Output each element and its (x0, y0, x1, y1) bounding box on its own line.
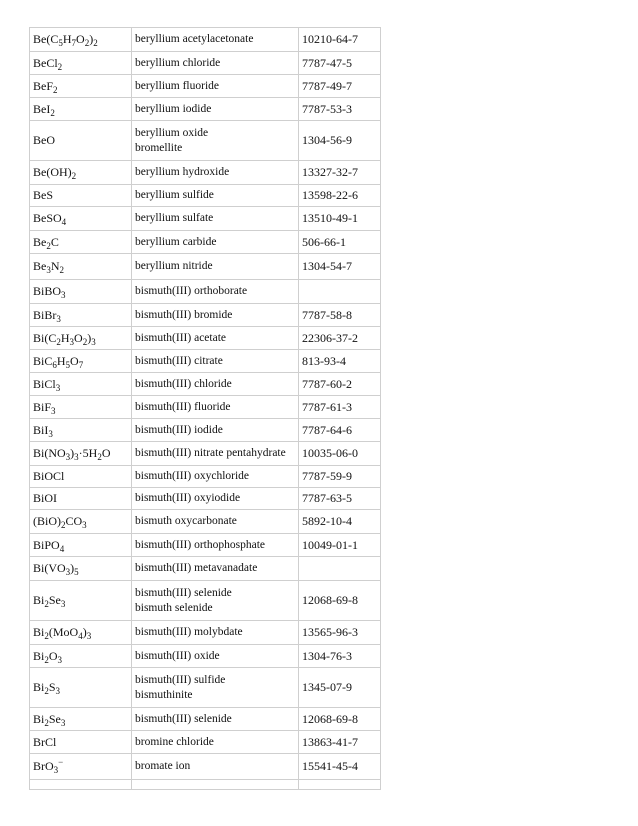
formula-cell (30, 350, 132, 373)
formula-subscript: 3 (82, 520, 87, 530)
formula-cell (30, 645, 132, 668)
formula-text: BiBO (33, 284, 62, 298)
formula-cell (30, 207, 132, 231)
formula-cell (30, 121, 132, 161)
formula-text: BiF (33, 399, 52, 414)
name-cell (132, 708, 299, 731)
formula-text: C (50, 234, 59, 249)
table-row (30, 442, 381, 466)
formula-subscript: 3 (60, 717, 66, 728)
cas-number-cell (299, 780, 381, 790)
formula-text: BiOCl (33, 469, 65, 483)
formula-text: ) (89, 32, 94, 46)
formula-text: H (62, 32, 72, 46)
formula-subscript: 3 (48, 428, 53, 439)
formula-text: O (101, 446, 111, 460)
cas-number-cell: 13327-32-7 (299, 161, 381, 185)
table-row (30, 52, 381, 75)
name-cell (132, 466, 299, 488)
formula-text: ) (70, 561, 75, 575)
formula-text: BeCl (33, 55, 58, 70)
name-cell (132, 327, 299, 350)
table-row (30, 350, 381, 373)
table-row (30, 28, 381, 52)
formula-cell (30, 731, 132, 754)
formula-subscript: 2 (97, 452, 102, 462)
name-cell (132, 780, 299, 790)
cas-number-cell: 7787-58-8 (299, 304, 381, 327)
chemical-compounds-table (29, 27, 381, 790)
compound-name: beryllium sulfide (135, 189, 214, 201)
compound-name: bromate ion (135, 760, 191, 772)
cas-number-cell: 1345-07-9 (299, 668, 381, 708)
cas-number-cell (299, 280, 381, 304)
formula-cell (30, 373, 132, 396)
compound-name: bismuth oxycarbonate (135, 515, 237, 527)
formula-text: Bi (33, 593, 45, 607)
formula-cell (30, 98, 132, 121)
cas-number-cell: 13598-22-6 (299, 185, 381, 207)
formula-subscript: 5 (74, 567, 79, 577)
formula-subscript: 3 (55, 686, 61, 696)
cas-number-cell: 7787-61-3 (299, 396, 381, 419)
compound-name: bismuth(III) acetate (135, 331, 226, 344)
cas-number-cell: 10035-06-0 (299, 442, 381, 466)
formula-subscript: 2 (57, 61, 63, 72)
table-row (30, 304, 381, 327)
name-cell (132, 754, 299, 780)
cas-number-cell: 5892-10-4 (299, 510, 381, 534)
compound-name: bismuth(III) oxyiodide (135, 492, 241, 504)
formula-subscript: 3 (46, 265, 51, 275)
formula-text: (BiO) (33, 514, 61, 528)
name-cell (132, 557, 299, 581)
formula-cell (30, 442, 132, 466)
formula-text: Bi(C (33, 330, 57, 345)
name-cell (132, 207, 299, 231)
name-cell (132, 373, 299, 396)
table-row (30, 510, 381, 534)
formula-text: O (74, 330, 83, 345)
cas-number-cell: 22306-37-2 (299, 327, 381, 350)
formula-text: Bi(NO (33, 446, 66, 460)
formula-text: ) (70, 446, 75, 460)
name-cell (132, 231, 299, 254)
formula-cell (30, 466, 132, 488)
cas-number-cell (299, 557, 381, 581)
formula-text: BiCl (33, 376, 56, 391)
formula-cell (30, 419, 132, 442)
formula-cell (30, 28, 132, 52)
cas-number-cell: 7787-60-2 (299, 373, 381, 396)
formula-cell (30, 75, 132, 98)
formula-cell (30, 488, 132, 510)
formula-text: BiOI (33, 491, 57, 505)
formula-subscript: 3 (55, 382, 61, 393)
formula-text: ·5H (78, 446, 98, 460)
table-row (30, 621, 381, 645)
compound-name: beryllium hydroxide (135, 166, 230, 178)
formula-subscript: 2 (44, 686, 49, 696)
formula-text: Be(C (33, 32, 59, 46)
formula-subscript: 2 (71, 171, 77, 181)
formula-text: BeS (33, 188, 54, 202)
formula-subscript: 2 (44, 717, 49, 728)
table-row (30, 708, 381, 731)
formula-text: (MoO (48, 625, 79, 639)
compound-name: bromellite (135, 141, 183, 154)
compound-name: bismuth(III) sulfide (135, 673, 226, 686)
formula-subscript: 4 (59, 543, 65, 554)
compound-name: beryllium chloride (135, 56, 221, 69)
cas-number-cell: 10049-01-1 (299, 534, 381, 557)
formula-supscript: − (58, 757, 64, 767)
formula-text: Be (33, 259, 47, 273)
formula-subscript: 3 (56, 313, 61, 324)
table-row (30, 98, 381, 121)
formula-subscript: 3 (69, 336, 75, 347)
compound-name: bismuth selenide (135, 601, 213, 614)
table-row (30, 75, 381, 98)
formula-subscript: 5 (58, 38, 63, 48)
table-row (30, 161, 381, 185)
table-row (30, 581, 381, 621)
cas-number-cell: 813-93-4 (299, 350, 381, 373)
formula-text: S (48, 680, 56, 694)
cas-number-cell: 1304-54-7 (299, 254, 381, 280)
name-cell (132, 161, 299, 185)
name-cell (132, 75, 299, 98)
cas-number-cell: 7787-59-9 (299, 466, 381, 488)
formula-subscript: 4 (78, 631, 83, 641)
formula-text: Bi(VO (33, 561, 66, 575)
table-row (30, 668, 381, 708)
cas-number-cell: 1304-56-9 (299, 121, 381, 161)
formula-text: BeI (33, 101, 51, 116)
formula-cell (30, 327, 132, 350)
name-cell (132, 52, 299, 75)
formula-text: Be (33, 234, 47, 249)
name-cell (132, 28, 299, 52)
formula-text: O (76, 32, 85, 46)
formula-cell (30, 581, 132, 621)
table-row (30, 231, 381, 254)
table-row (30, 645, 381, 668)
formula-text: Bi (33, 625, 45, 639)
compound-name: beryllium iodide (135, 102, 212, 115)
formula-subscript: 3 (53, 765, 59, 775)
table-row (30, 754, 381, 780)
formula-subscript: 7 (78, 359, 84, 370)
compound-name: beryllium acetylacetonate (135, 33, 254, 45)
formula-subscript: 3 (74, 452, 79, 462)
name-cell (132, 621, 299, 645)
formula-text: H (60, 330, 70, 345)
formula-subscript: 3 (57, 654, 63, 665)
formula-subscript: 3 (61, 290, 66, 300)
cas-number-cell: 7787-53-3 (299, 98, 381, 121)
formula-text: ) (87, 330, 92, 345)
cas-number-cell: 13510-49-1 (299, 207, 381, 231)
formula-subscript: 2 (56, 336, 61, 347)
compound-name: bismuth(III) molybdate (135, 626, 243, 638)
compound-name: beryllium fluoride (135, 79, 219, 92)
formula-cell (30, 510, 132, 534)
formula-text: Be(OH) (33, 165, 72, 179)
compound-name: bismuth(III) selenide (135, 586, 232, 599)
formula-subscript: 2 (53, 84, 58, 95)
cas-number-cell: 7787-63-5 (299, 488, 381, 510)
formula-text: Bi (33, 648, 45, 663)
cas-number-cell: 7787-64-6 (299, 419, 381, 442)
name-cell (132, 488, 299, 510)
formula-cell (30, 161, 132, 185)
table-row (30, 121, 381, 161)
name-cell (132, 121, 299, 161)
formula-subscript: 2 (44, 631, 49, 641)
compound-name: bismuthinite (135, 688, 193, 701)
name-cell (132, 98, 299, 121)
cas-number-cell: 15541-45-4 (299, 754, 381, 780)
formula-text: H (56, 353, 66, 368)
formula-text: Se (48, 593, 61, 607)
formula-subscript: 3 (65, 567, 71, 577)
table-row (30, 534, 381, 557)
table-row (30, 327, 381, 350)
name-cell (132, 304, 299, 327)
name-cell (132, 668, 299, 708)
name-cell (132, 534, 299, 557)
formula-cell (30, 304, 132, 327)
formula-subscript: 4 (61, 217, 67, 227)
formula-text: CO (65, 514, 83, 528)
name-cell (132, 419, 299, 442)
name-cell (132, 254, 299, 280)
formula-subscript: 2 (82, 336, 88, 347)
formula-subscript: 3 (51, 405, 56, 416)
formula-subscript: 2 (59, 265, 65, 275)
table-row (30, 780, 381, 790)
formula-text: ) (82, 625, 87, 639)
formula-text: O (48, 648, 58, 663)
formula-cell (30, 557, 132, 581)
name-cell (132, 645, 299, 668)
formula-text: Bi (33, 680, 45, 694)
formula-text: BeSO (33, 211, 62, 225)
cas-number-cell: 13863-41-7 (299, 731, 381, 754)
formula-cell (30, 52, 132, 75)
compound-name: bismuth(III) oxychloride (135, 470, 250, 482)
formula-subscript: 5 (65, 359, 71, 370)
formula-subscript: 3 (86, 631, 92, 641)
formula-cell (30, 396, 132, 419)
compound-name: bismuth(III) citrate (135, 354, 223, 367)
formula-subscript: 2 (44, 654, 49, 665)
name-cell (132, 731, 299, 754)
formula-subscript: 2 (84, 38, 90, 48)
compound-name: bismuth(III) nitrate pentahydrate (135, 447, 286, 459)
cas-number-cell: 12068-69-8 (299, 581, 381, 621)
table-row (30, 373, 381, 396)
formula-text: BiPO (33, 537, 60, 552)
table-body (30, 28, 381, 790)
table-row (30, 419, 381, 442)
formula-subscript: 2 (93, 38, 98, 48)
formula-cell (30, 668, 132, 708)
table-row (30, 280, 381, 304)
formula-cell (30, 621, 132, 645)
compound-name: bismuth(III) orthoborate (135, 285, 248, 297)
formula-subscript: 2 (46, 240, 51, 251)
cas-number-cell: 13565-96-3 (299, 621, 381, 645)
table-row (30, 207, 381, 231)
formula-text: O (70, 353, 79, 368)
compound-name: bismuth(III) chloride (135, 377, 232, 390)
compound-name: beryllium sulfate (135, 212, 214, 224)
formula-cell (30, 780, 132, 790)
formula-text: BrO (33, 759, 54, 773)
name-cell (132, 581, 299, 621)
formula-subscript: 2 (50, 107, 55, 118)
formula-text: Bi (33, 711, 45, 726)
formula-cell (30, 254, 132, 280)
table-row (30, 488, 381, 510)
formula-subscript: 3 (65, 452, 71, 462)
compound-name: bromine chloride (135, 735, 214, 748)
compound-name: beryllium carbide (135, 235, 217, 248)
formula-subscript: 7 (71, 38, 77, 48)
name-cell (132, 350, 299, 373)
cas-number-cell: 7787-47-5 (299, 52, 381, 75)
compound-name: bismuth(III) fluoride (135, 400, 231, 413)
formula-text: BrCl (33, 734, 57, 749)
formula-text: Se (48, 711, 61, 726)
cas-number-cell: 1304-76-3 (299, 645, 381, 668)
name-cell (132, 510, 299, 534)
formula-cell (30, 280, 132, 304)
formula-cell (30, 231, 132, 254)
name-cell (132, 396, 299, 419)
table-row (30, 466, 381, 488)
formula-subscript: 3 (60, 599, 66, 609)
table-row (30, 254, 381, 280)
formula-subscript: 2 (44, 599, 49, 609)
cas-number-cell: 506-66-1 (299, 231, 381, 254)
cas-number-cell: 10210-64-7 (299, 28, 381, 52)
formula-text: BiC (33, 353, 53, 368)
table-row (30, 185, 381, 207)
formula-text: BeO (33, 133, 55, 147)
formula-cell (30, 708, 132, 731)
formula-text: N (50, 259, 60, 273)
compound-name: bismuth(III) selenide (135, 712, 232, 725)
compound-name: bismuth(III) orthophosphate (135, 538, 265, 551)
compound-name: bismuth(III) bromide (135, 308, 233, 321)
formula-subscript: 2 (61, 520, 66, 530)
formula-cell (30, 185, 132, 207)
formula-cell (30, 754, 132, 780)
name-cell (132, 280, 299, 304)
compound-name: beryllium oxide (135, 126, 209, 139)
name-cell (132, 442, 299, 466)
formula-text: BeF (33, 78, 54, 93)
compound-name: beryllium nitride (135, 260, 213, 272)
cas-number-cell: 7787-49-7 (299, 75, 381, 98)
name-cell (132, 185, 299, 207)
table-row (30, 557, 381, 581)
table-row (30, 396, 381, 419)
formula-subscript: 6 (52, 359, 57, 370)
formula-cell (30, 534, 132, 557)
table-row (30, 731, 381, 754)
cas-number-cell: 12068-69-8 (299, 708, 381, 731)
formula-text: BiI (33, 422, 49, 437)
compound-name: bismuth(III) oxide (135, 649, 220, 662)
compound-name: bismuth(III) metavanadate (135, 562, 258, 574)
compound-name: bismuth(III) iodide (135, 423, 223, 436)
formula-subscript: 3 (91, 336, 96, 347)
formula-text: BiBr (33, 307, 57, 322)
